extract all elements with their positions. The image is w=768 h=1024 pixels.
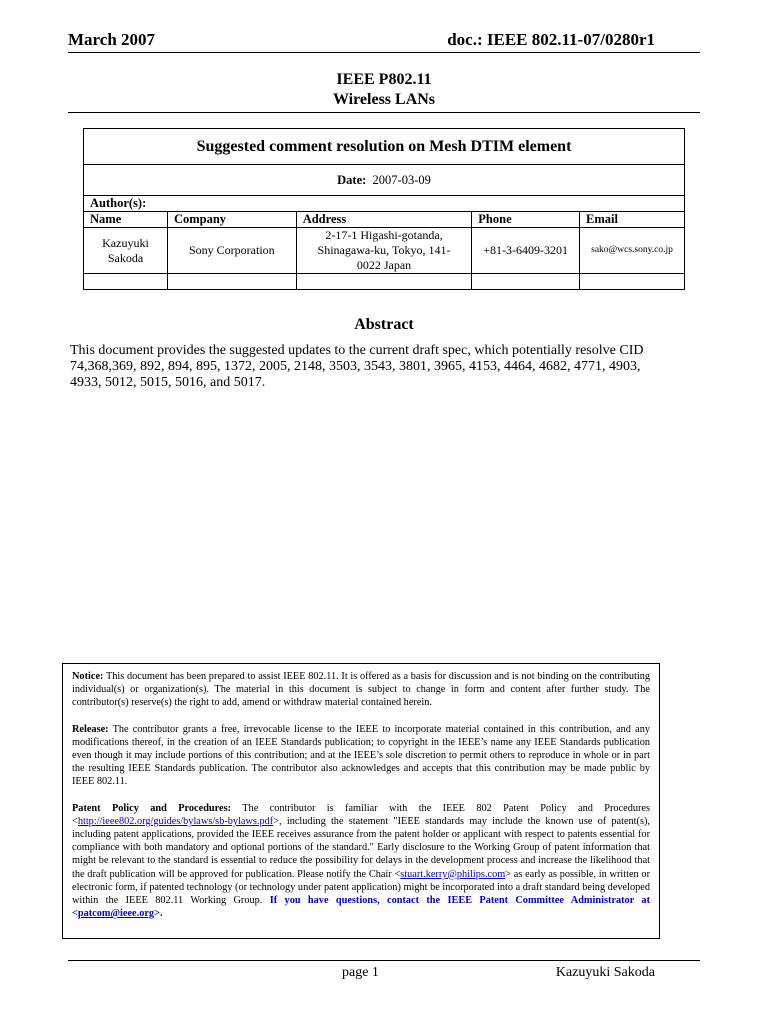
- release-paragraph: [72, 723, 650, 789]
- author-address: 2-17-1 Higashi-gotanda, Shinagawa-ku, Tokyo, 141-0022 Japan: [296, 228, 472, 274]
- chair-email-link[interactable]: stuart.kerry@philips.com: [400, 868, 506, 880]
- col-address: Address: [296, 212, 472, 228]
- page-header: [68, 30, 700, 53]
- col-email: Email: [580, 212, 685, 228]
- author-phone: +81-3-6409-3201: [472, 228, 580, 274]
- document-info-table: [83, 128, 685, 290]
- bylaws-link[interactable]: http://ieee802.org/guides/bylaws/sb-bylaws.pdf: [77, 815, 274, 827]
- patent-text-3: > as early as possible, in written or electronic form, if patented technology (or technology under patent application) might be incorporated into a draft standard being developed within the IEEE 802.11 Working Group.: [72, 868, 650, 907]
- release-label: Release:: [72, 723, 109, 735]
- patent-text-1: The contributor is familiar with the IEEE 802 Patent Policy and Procedures <: [72, 802, 650, 827]
- abstract-heading: Abstract: [354, 316, 414, 333]
- col-name: Name: [84, 212, 168, 228]
- col-company: Company: [167, 212, 296, 228]
- release-text: The contributor grants a free, irrevocable license to the IEEE to incorporate material contained in this contribution, and any modifications thereof, in the creation of an IEEE Standards publication; to copyright in the IEEE’s name any IEEE Standards publication even though it may include portions of this contribution; and at the IEEE’s sole discretion to permit others to reproduce in whole or in part the resulting IEEE Standards publication. The contributor also acknowledges and accepts that this contribution may be made public by IEEE 802.11.: [72, 723, 651, 788]
- author-company: Sony Corporation: [167, 228, 296, 274]
- abstract-body: This document provides the suggested updates to the current draft spec, which potentially resolve CID 74,368,369, 892, 894, 895, 1372, 2005, 2148, 3503, 3543, 3801, 3965, 4153, 4464, 4682, 4771, 4903, 4933, 5012, 5015, 5016, and 5017.: [70, 343, 644, 390]
- patent-contact-text: If you have questions, contact the IEEE Patent Committee Administrator at <: [72, 895, 650, 920]
- col-phone: Phone: [472, 212, 580, 228]
- document-titles: [68, 70, 700, 113]
- patent-label: Patent Policy and Procedures:: [72, 802, 232, 814]
- date-cell: [84, 165, 685, 196]
- author-email: sako@wcs.sony.co.jp: [580, 228, 685, 274]
- author-row: [84, 228, 685, 274]
- patcom-email-link[interactable]: patcom@ieee.org: [77, 908, 155, 920]
- title-line-2: Wireless LANs: [332, 91, 436, 108]
- document-title: Suggested comment resolution on Mesh DTIM element: [84, 129, 685, 165]
- patent-text-2: >, including the statement "IEEE standards may include the known use of patent(s), including patent applications, provided the IEEE receives assurance from the patent holder or applicant with respect to patents essential for compliance with both mandatory and optional portions of the standard." Early disclosure to the Working Group of patent information that might be relevant to the standard is essential to reduce the possibility for delays in the development process and increase the likelihood that the draft publication will be approved for publication. Please notify the Chair <: [72, 815, 650, 880]
- empty-row: [84, 274, 685, 290]
- patent-end: >.: [154, 908, 163, 920]
- page-number: page 1: [342, 965, 379, 980]
- author-name: Kazuyuki Sakoda: [84, 228, 168, 274]
- patent-paragraph: [72, 802, 650, 921]
- header-doc-id: doc.: IEEE 802.11-07/0280r1: [447, 30, 655, 49]
- date-label: Date:: [337, 172, 367, 187]
- page-footer: [68, 960, 700, 985]
- notice-paragraph: [72, 670, 650, 710]
- title-line-1: IEEE P802.11: [336, 71, 432, 88]
- footer-author: Kazuyuki Sakoda: [555, 965, 655, 980]
- header-date: March 2007: [68, 30, 156, 49]
- notice-label: Notice:: [72, 671, 104, 682]
- notice-text: This document has been prepared to assist IEEE 802.11. It is offered as a basis for discussion and is not binding on the contributing individual(s) or organization(s). The material in this document is subject to change in form and content after further study. The contributor(s) reserve(s) the right to add, amend or withdraw material contained herein.: [72, 671, 651, 709]
- date-value: 2007-03-09: [372, 172, 431, 187]
- author-columns: [84, 212, 685, 228]
- notice-box: [62, 663, 660, 939]
- authors-label: Author(s):: [84, 196, 685, 212]
